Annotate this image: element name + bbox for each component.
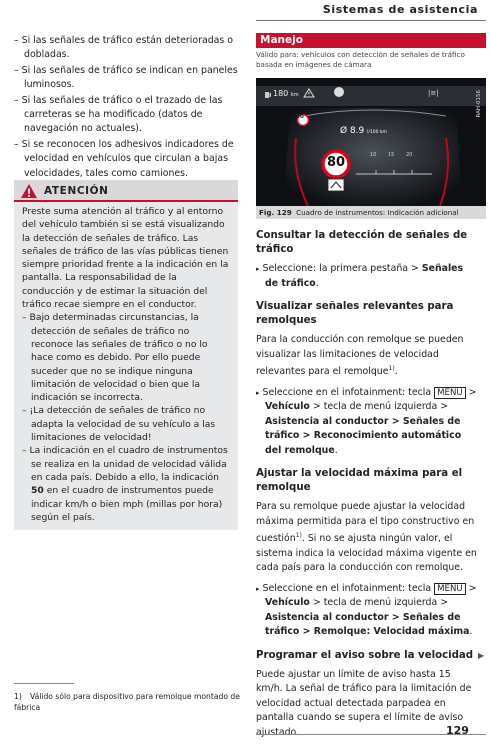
running-header: Sistemas de asistencia	[322, 3, 478, 16]
warning-item-text: La indicación en el cuadro de instrumentos se realiza en la unidad de velocidad válida en cada país. Debido a ello, la indicación	[29, 445, 228, 483]
step-arrow-icon: ▸	[256, 584, 260, 593]
paragraph	[256, 333, 478, 380]
heading-consult: Consultar la detección de señales de tráfico	[256, 230, 468, 255]
figure-caption-text: Cuadro de instrumentos: Indicación adicional	[296, 208, 459, 217]
indicator-bars-icon: |≡|	[428, 89, 439, 97]
figure-caption	[259, 208, 459, 217]
speed-readout	[273, 89, 299, 98]
instruction-step	[256, 582, 478, 640]
step-arrow-icon: ▸	[256, 265, 260, 273]
paragraph-end: .	[394, 366, 398, 378]
warning-triangle-icon	[20, 183, 38, 199]
paragraph-text: Para su remolque puede ajustar la velocidad máxima permitida para el tipo constructivo en cuestión	[256, 501, 475, 545]
list-item: – Si se reconocen los adhesivos indicadores de velocidad en vehículos que circulan a bajas velocidades, tales como camiones.	[14, 138, 238, 181]
footnote-mark: 1)	[14, 692, 22, 701]
speed-value: 180	[273, 89, 289, 98]
paragraph	[256, 500, 478, 576]
warning-intro: Preste suma atención al tráfico y al entorno del vehículo también si se está visualizando la detección de señales de tráfico. Las señales de tráfico de las vías públicas tienen siempre prioridad frente a la indicación en la pantalla. La responsabilidad de la conducción y de estimar la situación del tráfico recae siempre en el conductor.	[22, 206, 229, 311]
warning-title: ATENCIÓN	[44, 185, 109, 197]
page-number: 129	[446, 724, 469, 737]
section-title: Manejo	[260, 34, 303, 46]
warning-item-value: 50	[31, 485, 44, 497]
instrument-cluster-figure	[256, 78, 486, 214]
footnote-ref: 1)	[295, 532, 302, 540]
triangle-right-icon: ▶	[478, 651, 485, 660]
warning-body	[22, 205, 230, 524]
list-item: – Si las señales de tráfico o el trazado de las carreteras se ha modificado (datos de navegación no actuales).	[14, 94, 238, 137]
step-text: Seleccione en el infotainment: tecla	[262, 582, 435, 594]
footnote-ref: 1)	[388, 365, 395, 372]
condition-list	[14, 34, 238, 182]
scale-tick: 20	[406, 152, 413, 158]
step-target: Señales de tráfico	[265, 263, 464, 289]
scale-tick: 10	[370, 152, 377, 158]
step-target: Vehículo	[265, 597, 310, 609]
step-sep: >	[465, 386, 477, 398]
step-text: > tecla de menú izquierda >	[309, 597, 449, 609]
validity-note: Válido para: vehículos con detección de señales de tráfico basada en imágenes de cámara	[256, 50, 465, 69]
list-item: – Si las señales de tráfico están deterioradas o dobladas.	[14, 34, 238, 63]
consumption-readout	[340, 126, 387, 136]
footnote	[14, 691, 242, 713]
right-column	[256, 229, 478, 740]
step-sep: >	[465, 582, 477, 594]
figure-label: Fig. 129	[259, 208, 292, 217]
step-end: .	[469, 626, 473, 638]
warning-item: – Bajo determinadas circunstancias, la detección de señales de tráfico no reconoce las señales de tráfico o no lo hace como es debido. Por ello puede suceder que no se indique ninguna limitación de velocidad o bien que la indicación se incorrecta.	[22, 311, 230, 404]
consumption-value: Ø 8.9	[340, 126, 365, 136]
instrument-cluster-graphic	[256, 78, 486, 214]
step-end: .	[334, 444, 338, 456]
paragraph: Puede ajustar un límite de aviso hasta 15 km/h. La señal de tráfico para la limitación de velocidad actual detectada parpadea en pantalla cuando se supera el límite de aviso ajustado.	[256, 668, 472, 738]
heading-speed-warning: Programar el aviso sobre la velocidad	[256, 649, 474, 661]
footnote-rule	[14, 683, 74, 684]
scale-tick: 15	[388, 152, 395, 158]
warning-item: – ¡La detección de señales de tráfico no adapta la velocidad de su vehículo a las limitaciones de velocidad!	[22, 404, 230, 444]
fuel-pump-icon	[264, 91, 272, 99]
step-text: > tecla de menú izquierda >	[309, 401, 449, 413]
step-text: Seleccione: la primera pestaña >	[262, 263, 422, 274]
speed-limit-sign: 80	[326, 155, 346, 170]
step-text: Seleccione en el infotainment: tecla	[262, 386, 435, 398]
menu-key: MENU	[434, 387, 466, 399]
paragraph-text: Para la conducción con remolque se pueden visualizar las limitaciones de velocidad relevantes para el remolque	[256, 334, 464, 378]
figure-ref-code: RAH-0156	[476, 90, 482, 118]
warning-item-text: en el cuadro de instrumentos puede indicar km/h o bien mph (millas por hora) según el país.	[31, 485, 223, 523]
warning-item	[22, 444, 230, 524]
brand-logo-icon	[334, 87, 344, 97]
list-item: – Si las señales de tráfico se indican en paneles luminosos.	[14, 64, 238, 93]
paragraph-text: . Si no se ajusta ningún valor, el sistema indica la velocidad máxima vigente en cada país para la conducción con remolque.	[256, 533, 477, 574]
consumption-unit: l/100 km	[367, 130, 387, 135]
footnote-text: Válido sólo para dispositivo para remolque montado de fábrica	[14, 692, 240, 712]
small-speed-sign: 80	[296, 114, 304, 120]
menu-key: MENU	[434, 583, 466, 595]
step-arrow-icon: ▸	[256, 388, 260, 397]
speed-unit: km	[290, 92, 299, 98]
step-target: Asistencia al conductor > Señales de tráfico > Remolque: Velocidad máxima	[265, 611, 470, 638]
header-rule	[256, 20, 486, 21]
step-end: .	[315, 277, 319, 289]
step-target: Asistencia al conductor > Señales de tráfico > Reconocimiento automático del remolque	[265, 415, 462, 456]
instruction-step	[256, 262, 478, 291]
heading-max-speed: Ajustar la velocidad máxima para el remolque	[256, 468, 463, 494]
step-target: Vehículo	[265, 401, 310, 413]
instruction-step	[256, 386, 478, 459]
warning-light-icon	[303, 88, 315, 98]
heading-trailer-signs: Visualizar señales relevantes para remolques	[256, 301, 454, 326]
